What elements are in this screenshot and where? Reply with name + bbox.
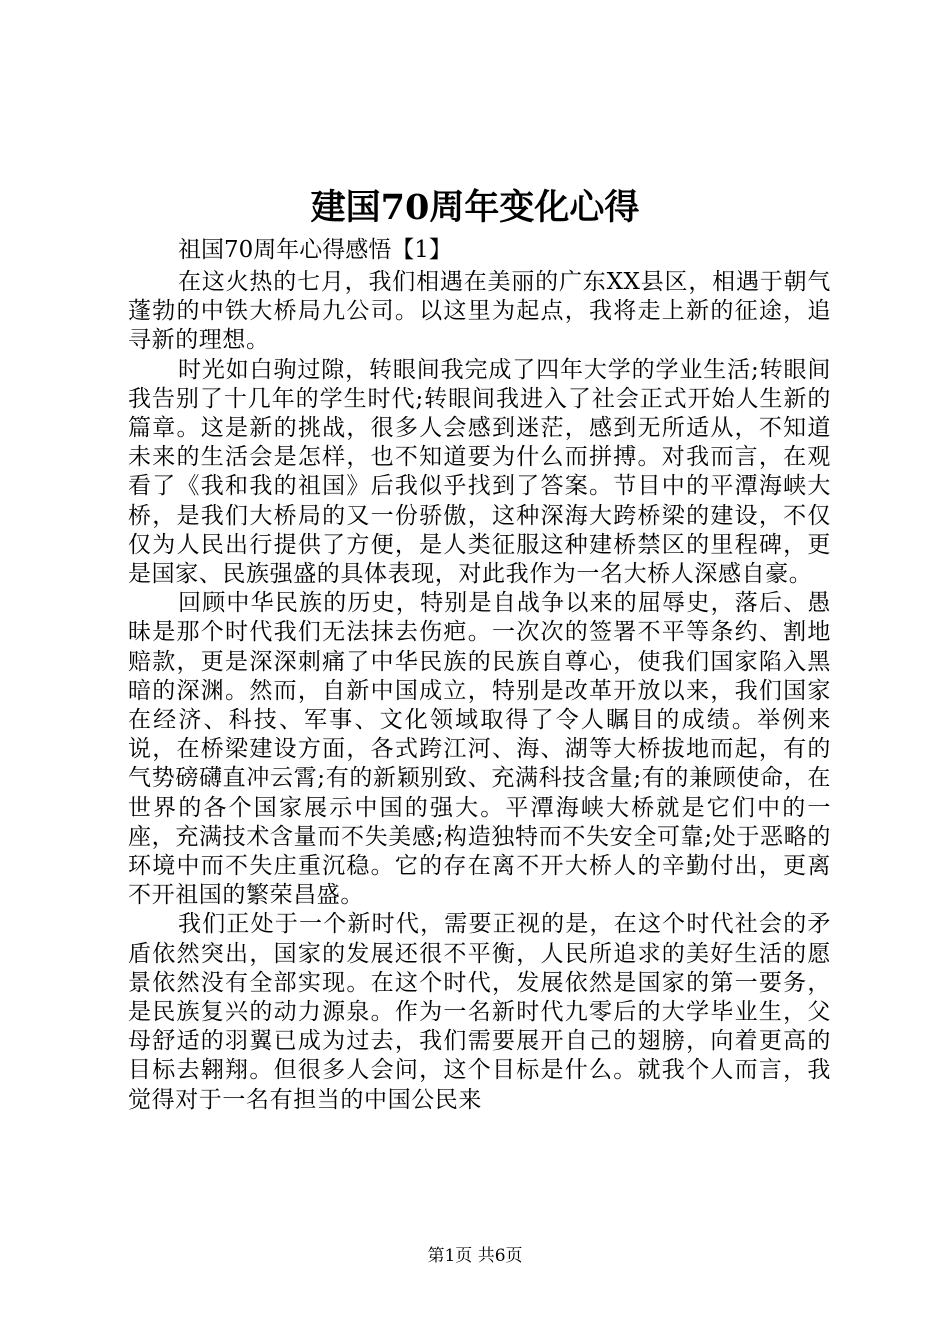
paragraph: 我们正处于一个新时代，需要正视的是，在这个时代社会的矛盾依然突出，国家的发展还很不平衡，人民所追求的美好生活的愿景依然没有全部实现。在这个时代，发展依然是国家的第一要务，是民族复兴的动力源泉。作为一名新时代九零后的大学毕业生，父母舒适的羽翼已成为过去，我们需要展开自己的翅膀，向着更高的目标去翱翔。但很多人会问，这个目标是什么。就我个人而言，我觉得对于一名有担当的中国公民来	[128, 911, 831, 1113]
section-heading: 祖国70周年心得感悟【1】	[178, 237, 452, 263]
document-title: 建国70周年变化心得	[310, 187, 640, 228]
page-number-footer: 第1页 共6页	[427, 1246, 523, 1266]
paragraph: 时光如白驹过隙，转眼间我完成了四年大学的学业生活;转眼间我告别了十几年的学生时代;转眼间我进入了社会正式开始人生新的篇章。这是新的挑战，很多人会感到迷茫，感到无所适从，不知道未来的生活会是怎样，也不知道要为什么而拼搏。对我而言，在观看了《我和我的祖国》后我似乎找到了答案。节目中的平潭海峡大桥，是我们大桥局的又一份骄傲，这种深海大跨桥梁的建设，不仅仅为人民出行提供了方便，是人类征服这种建桥禁区的里程碑，更是国家、民族强盛的具体表现，对此我作为一名大桥人深感自豪。	[128, 356, 831, 588]
paragraph: 回顾中华民族的历史，特别是自战争以来的屈辱史，落后、愚昧是那个时代我们无法抹去伤疤。一次次的签署不平等条约、割地赔款，更是深深刺痛了中华民族的民族自尊心，使我们国家陷入黑暗的深渊。然而，自新中国成立，特别是改革开放以来，我们国家在经济、科技、军事、文化领域取得了令人瞩目的成绩。举例来说，在桥梁建设方面，各式跨江河、海、湖等大桥拔地而起，有的气势磅礴直冲云霄;有的新颖别致、充满科技含量;有的兼顾使命，在世界的各个国家展示中国的强大。平潭海峡大桥就是它们中的一座，充满技术含量而不失美感;构造独特而不失安全可靠;处于恶略的环境中而不失庄重沉稳。它的存在离不开大桥人的辛勤付出，更离不开祖国的繁荣昌盛。	[128, 590, 831, 909]
paragraph: 在这火热的七月，我们相遇在美丽的广东XX县区，相遇于朝气蓬勃的中铁大桥局九公司。以这里为起点，我将走上新的征途，追寻新的理想。	[128, 269, 831, 354]
document-body	[128, 233, 831, 1115]
